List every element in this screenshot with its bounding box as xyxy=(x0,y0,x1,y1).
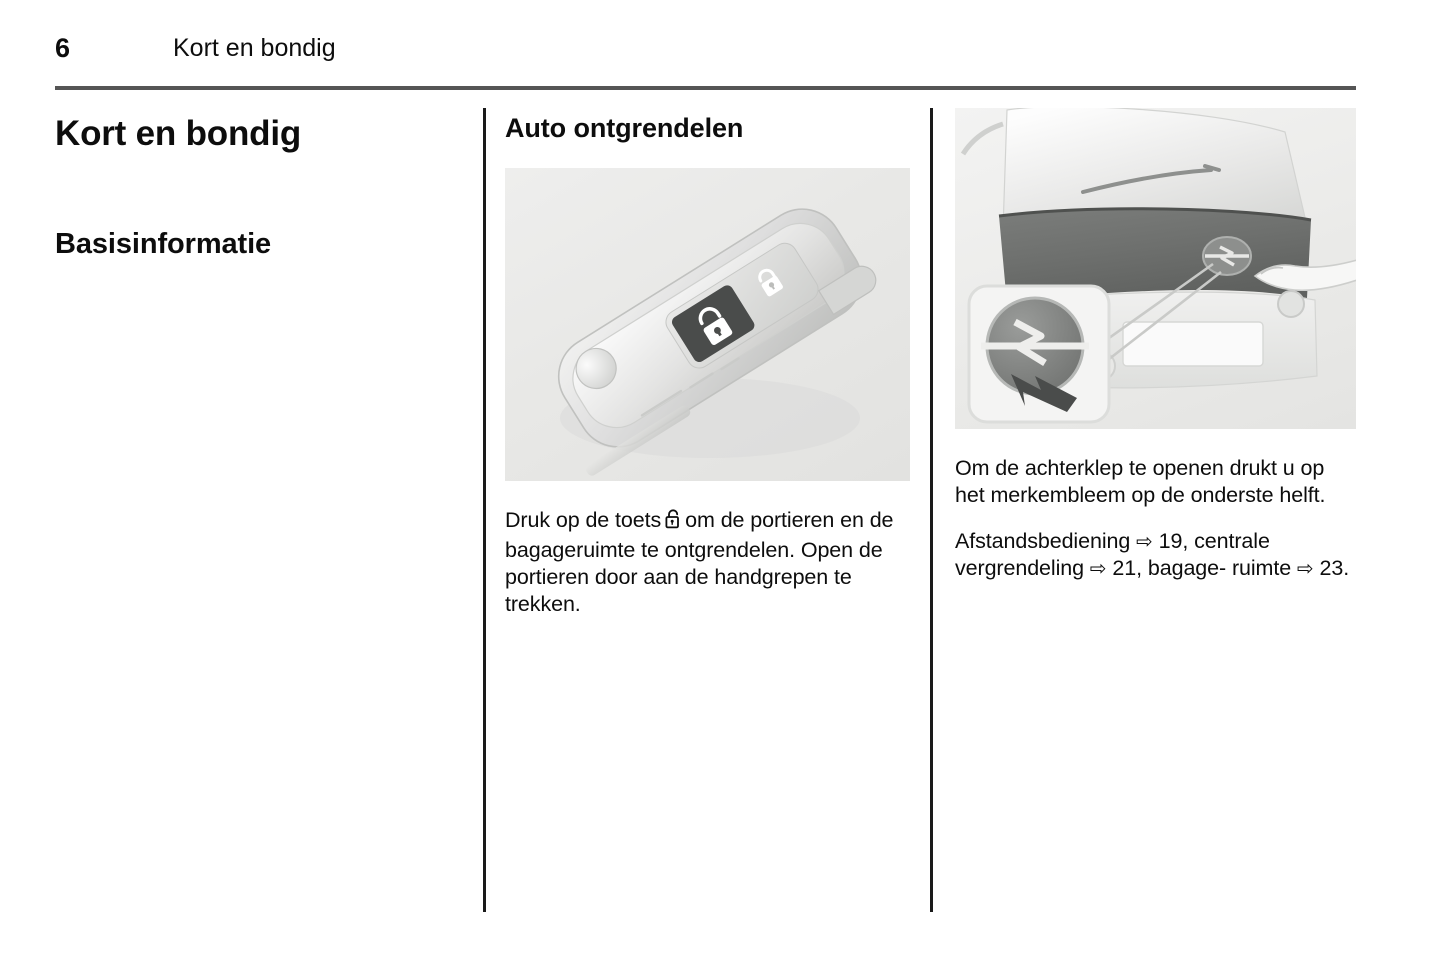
instruction-lead: Druk op de toets xyxy=(505,508,662,533)
page-reference-arrow-icon-3: ⇨ xyxy=(1296,555,1314,580)
running-head xyxy=(55,26,1355,70)
emblem-callout xyxy=(969,286,1109,422)
xref-label-central-locking: vergrendeling xyxy=(955,555,1084,580)
rear-hatch-emblem-illustration xyxy=(955,108,1356,429)
xref-page-21[interactable]: 21 xyxy=(1112,555,1137,580)
column-left xyxy=(55,108,455,916)
xref-label-luggage-compartment: ruimte xyxy=(1231,555,1292,580)
paragraph-unlock-instruction xyxy=(505,481,910,618)
column-middle xyxy=(505,108,910,916)
paragraph-open-tailgate xyxy=(955,429,1356,510)
page-reference-arrow-icon-2: ⇨ xyxy=(1089,555,1107,580)
chapter-title: Kort en bondig xyxy=(55,114,302,153)
running-head-title: Kort en bondig xyxy=(173,33,336,62)
page-columns xyxy=(55,108,1356,916)
xref-separator-1: , centrale xyxy=(1182,528,1270,553)
header-divider xyxy=(55,86,1356,90)
column-right xyxy=(955,108,1356,916)
column-divider-1 xyxy=(483,108,486,912)
page-reference-arrow-icon: ⇨ xyxy=(1136,528,1153,553)
car-rear-drawing xyxy=(955,108,1356,429)
instruction-tail: om de portieren en de bagageruimte te ontgrendelen. Open de portieren door aan de handgrepen te trekken. xyxy=(505,508,894,617)
xref-page-23[interactable]: 23 xyxy=(1319,555,1344,580)
section-title-basisinformatie: Basisinformatie xyxy=(55,227,272,260)
xref-separator-2: , bagage- xyxy=(1136,555,1227,580)
xref-label-remote-control: Afstandsbediening xyxy=(955,528,1131,553)
column-divider-2 xyxy=(930,108,933,912)
xref-terminator: . xyxy=(1343,555,1350,580)
open-tailgate-text: Om de achterklep te openen drukt u op het merkembleem op de onderste helft. xyxy=(955,456,1326,508)
key-fob-drawing xyxy=(505,168,910,481)
topic-title-auto-ontgrendelen: Auto ontgrendelen xyxy=(505,113,744,143)
xref-page-19[interactable]: 19 xyxy=(1158,528,1183,553)
page-number: 6 xyxy=(55,32,71,63)
remote-key-fob-illustration xyxy=(505,168,910,481)
unlock-icon xyxy=(665,509,682,536)
paragraph-cross-references xyxy=(955,510,1356,583)
